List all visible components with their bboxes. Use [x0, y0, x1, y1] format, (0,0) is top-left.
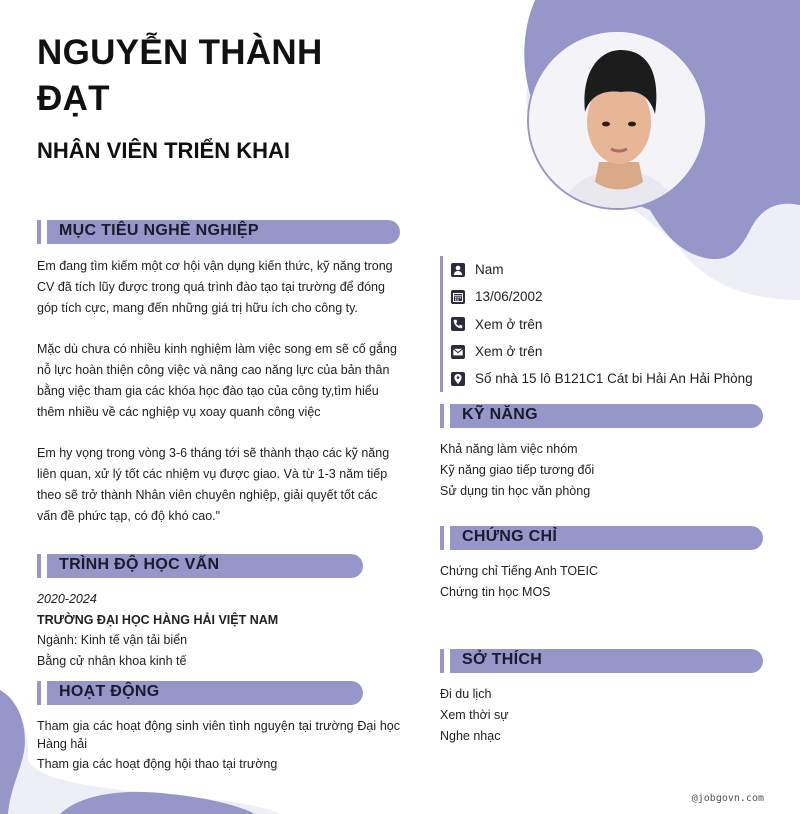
section-title: CHỨNG CHỈ — [462, 528, 558, 545]
contact-phone: Xem ở trên — [451, 311, 753, 338]
objective-paragraph-3: Em hy vọng trong vòng 3-6 tháng tới sẽ thành thạo các kỹ năng liên quan, xử lý tốt các nhiệm vụ được giao. Và từ 1-3 năm tiếp theo sẽ trở thành Nhân viên chuyên nghiệp, giải quyết tốt các vấn đề phức tạp, có độ khó cao." — [37, 446, 390, 523]
hobbies-list — [440, 684, 509, 747]
list-item: Sử dụng tin học văn phòng — [440, 484, 591, 498]
contact-birthday: 13/06/2002 — [451, 283, 753, 310]
list-item: Chứng chỉ Tiếng Anh TOEIC — [440, 564, 598, 578]
section-title: KỸ NĂNG — [462, 406, 538, 423]
education-major: Ngành: Kinh tế vận tải biển — [37, 633, 188, 647]
education-year: 2020-2024 — [37, 592, 97, 606]
skills-list — [440, 439, 594, 502]
activity-item: Tham gia các hoạt động hội thao tại trường — [37, 757, 278, 771]
objective-paragraph-2: Mặc dù chưa có nhiều kinh nghiệm làm việc song em sẽ cố gắng nỗ lực hoàn thiện công việc và nâng cao năng lực của bản thân bằng việc tham gia các khóa học đào tạo của công ty,tìm hiểu thêm nhiều về các nghiệp vụ xoay quanh công việc — [37, 342, 397, 419]
section-certificates-header — [440, 526, 763, 550]
candidate-name: NGUYỄN THÀNH ĐẠT — [37, 33, 323, 118]
section-activities-header — [37, 681, 363, 705]
certificates-list — [440, 561, 598, 603]
objective-paragraph-1: Em đang tìm kiếm một cơ hội vận dụng kiến thức, kỹ năng trong CV đã tích lũy được trong quá trình đào tạo tại trường để đóng góp tích cực, mang đến những giá trị hữu ích cho công ty. — [37, 259, 393, 315]
list-item: Kỹ năng giao tiếp tương đối — [440, 463, 595, 477]
section-title: MỤC TIÊU NGHỀ NGHIỆP — [59, 222, 259, 239]
calendar-icon — [451, 290, 465, 304]
contact-info — [440, 256, 753, 392]
education-degree: Bằng cử nhân khoa kinh tế — [37, 653, 187, 668]
user-icon — [451, 263, 465, 277]
section-objective-header — [37, 220, 400, 244]
watermark: @jobgovn.com — [691, 793, 764, 804]
section-skills-header — [440, 404, 763, 428]
education-school: TRƯỜNG ĐẠI HỌC HÀNG HẢI VIỆT NAM — [37, 612, 279, 627]
list-item: Chứng tin học MOS — [440, 585, 551, 599]
phone-icon — [451, 317, 465, 331]
education-entry — [37, 589, 278, 671]
mail-icon — [451, 345, 465, 359]
section-education-header — [37, 554, 363, 578]
section-title: SỞ THÍCH — [462, 651, 543, 668]
list-item: Nghe nhạc — [440, 729, 501, 743]
activity-item: Tham gia các hoạt động sinh viên tình nguyện tại trường Đại học Hàng hải — [37, 719, 400, 751]
section-title: TRÌNH ĐỘ HỌC VẤN — [59, 556, 220, 573]
section-title: HOẠT ĐỘNG — [59, 683, 160, 700]
list-item: Khả năng làm việc nhóm — [440, 442, 578, 456]
section-hobbies-header — [440, 649, 763, 673]
contact-gender: Nam — [451, 256, 753, 283]
contact-email: Xem ở trên — [451, 338, 753, 365]
avatar-portrait-icon — [529, 32, 707, 210]
list-item: Xem thời sự — [440, 708, 509, 722]
activities-list — [37, 717, 400, 773]
avatar — [527, 30, 707, 210]
list-item: Đi du lịch — [440, 687, 492, 701]
job-title: NHÂN VIÊN TRIỂN KHAI — [37, 138, 291, 163]
contact-address: Số nhà 15 lô B121C1 Cát bi Hải An Hải Phòng — [451, 365, 753, 392]
location-pin-icon — [451, 372, 465, 386]
